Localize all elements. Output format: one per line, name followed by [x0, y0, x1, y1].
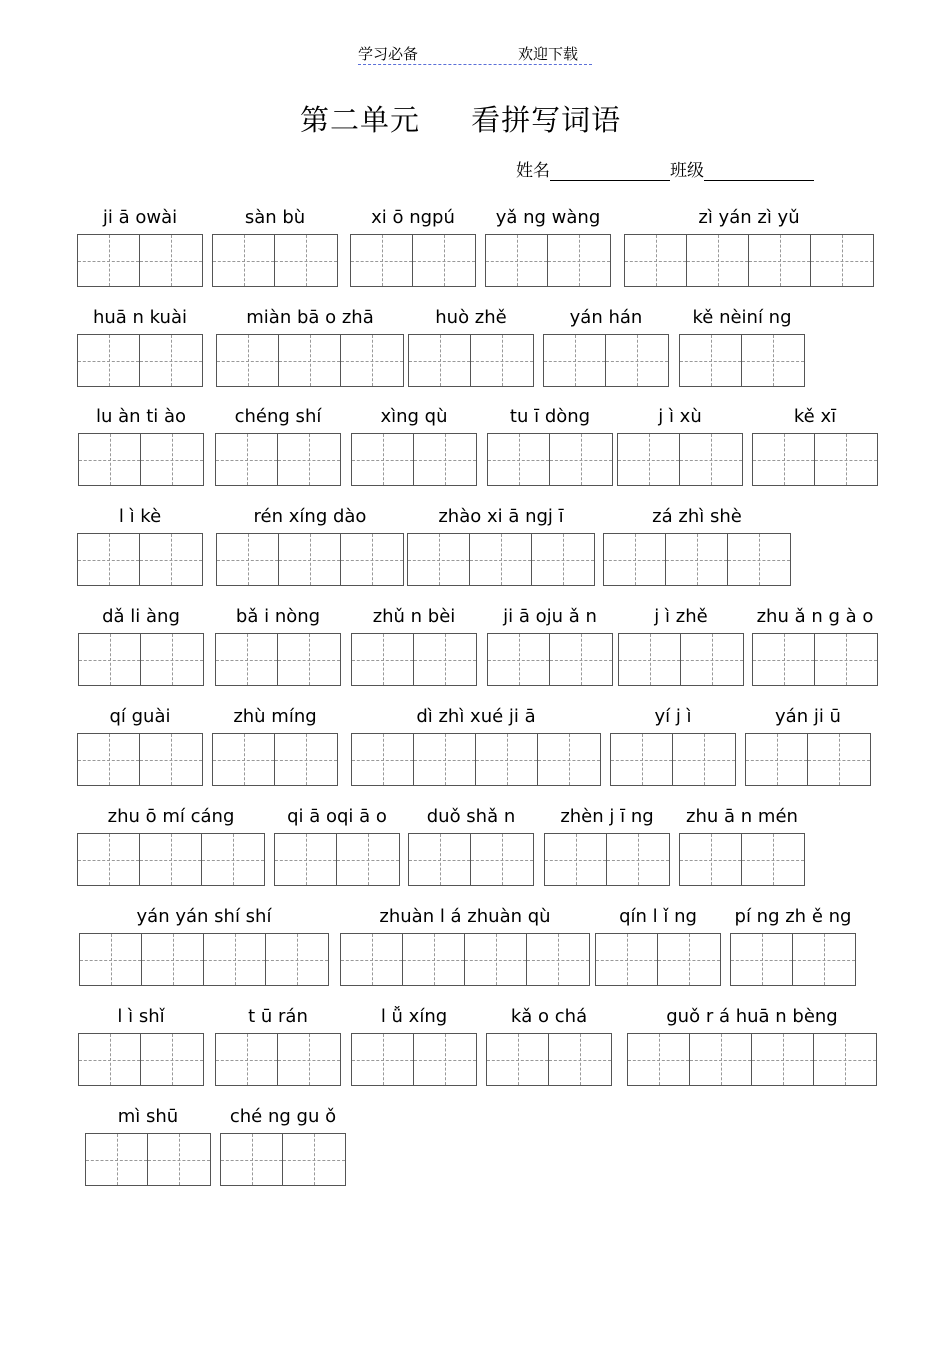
writing-cell[interactable] — [606, 335, 668, 386]
pinyin-label: qín l ǐ ng — [619, 906, 697, 927]
name-blank[interactable] — [550, 162, 670, 181]
writing-cell[interactable] — [465, 934, 527, 985]
writing-cell[interactable] — [550, 434, 612, 485]
writing-cell[interactable] — [611, 734, 673, 785]
writing-cell[interactable] — [742, 834, 804, 885]
writing-cell[interactable] — [414, 1034, 476, 1085]
writing-cell[interactable] — [204, 934, 266, 985]
writing-grid — [730, 933, 856, 986]
writing-cell[interactable] — [532, 534, 594, 585]
writing-cell[interactable] — [141, 1034, 203, 1085]
class-label: 班级 — [670, 161, 704, 181]
class-blank[interactable] — [704, 162, 814, 181]
pinyin-label: yǎ ng wàng — [495, 207, 601, 228]
pinyin-label: zhèn j ī ng — [560, 806, 654, 827]
writing-cell[interactable] — [140, 335, 202, 386]
pinyin-label: qí guài — [109, 706, 171, 727]
writing-cell[interactable] — [414, 434, 476, 485]
writing-cell[interactable] — [604, 534, 666, 585]
writing-cell[interactable] — [78, 534, 140, 585]
writing-cell[interactable] — [814, 1034, 876, 1085]
writing-grid — [79, 933, 329, 986]
writing-cell[interactable] — [140, 534, 202, 585]
pinyin-label: t ū rán — [248, 1006, 308, 1027]
writing-grid — [485, 234, 611, 287]
writing-cell[interactable] — [217, 534, 279, 585]
pinyin-label: huā n kuài — [92, 307, 187, 328]
pinyin-label: zhu ǎ n g à o — [756, 606, 874, 627]
writing-grid — [486, 1033, 612, 1086]
writing-grid — [603, 533, 791, 586]
pinyin-label: mì shū — [117, 1106, 179, 1127]
writing-grid — [610, 733, 736, 786]
writing-cell[interactable] — [742, 335, 804, 386]
writing-cell[interactable] — [471, 335, 533, 386]
writing-cell[interactable] — [681, 634, 743, 685]
pinyin-label: zhào xi ā ngj ī — [438, 506, 564, 527]
pinyin-label: j ì zhě — [654, 606, 708, 627]
writing-cell[interactable] — [141, 634, 203, 685]
writing-cell[interactable] — [550, 634, 612, 685]
writing-grid — [85, 1133, 211, 1186]
pinyin-label: j ì xù — [658, 406, 702, 427]
pinyin-label: kě nèiní ng — [692, 307, 792, 328]
pinyin-label: yán yán shí shí — [136, 906, 272, 927]
pinyin-label: dì zhì xué ji ā — [416, 706, 536, 727]
writing-cell[interactable] — [278, 634, 340, 685]
writing-cell[interactable] — [352, 434, 414, 485]
writing-cell[interactable] — [409, 335, 471, 386]
writing-cell[interactable] — [403, 934, 465, 985]
writing-grid — [77, 733, 203, 786]
writing-cell[interactable] — [414, 634, 476, 685]
pinyin-label: miàn bā o zhā — [246, 307, 374, 328]
writing-cell[interactable] — [619, 634, 681, 685]
writing-cell[interactable] — [808, 734, 870, 785]
pinyin-label: xi ō ngpú — [371, 207, 455, 228]
writing-cell[interactable] — [275, 834, 337, 885]
writing-cell[interactable] — [78, 235, 140, 286]
writing-cell[interactable] — [470, 534, 532, 585]
pinyin-label: ché ng gu ǒ — [229, 1106, 337, 1127]
writing-cell[interactable] — [538, 734, 600, 785]
writing-grid — [752, 433, 878, 486]
pinyin-label: zá zhì shè — [652, 506, 742, 527]
writing-cell[interactable] — [728, 534, 790, 585]
pinyin-label: ji ā owài — [102, 207, 178, 228]
pinyin-label: ji ā oju ǎ n — [503, 606, 597, 627]
writing-cell[interactable] — [628, 1034, 690, 1085]
writing-grid — [487, 433, 613, 486]
writing-grid — [544, 833, 670, 886]
writing-cell[interactable] — [680, 834, 742, 885]
pinyin-label: l ì shǐ — [117, 1006, 165, 1027]
writing-cell[interactable] — [471, 834, 533, 885]
writing-cell[interactable] — [811, 235, 873, 286]
pinyin-label: tu ī dòng — [509, 406, 591, 427]
writing-grid — [215, 433, 341, 486]
writing-cell[interactable] — [216, 434, 278, 485]
writing-cell[interactable] — [488, 634, 550, 685]
writing-grid — [679, 833, 805, 886]
writing-grid — [407, 533, 595, 586]
writing-grid — [351, 733, 601, 786]
writing-cell[interactable] — [80, 934, 142, 985]
writing-cell[interactable] — [753, 434, 815, 485]
writing-grid — [77, 833, 265, 886]
pinyin-label: rén xíng dào — [253, 506, 367, 527]
writing-grid — [624, 234, 874, 287]
writing-grid — [350, 234, 476, 287]
pinyin-label: zhu ō mí cáng — [107, 806, 235, 827]
writing-cell[interactable] — [487, 1034, 549, 1085]
writing-cell[interactable] — [680, 434, 742, 485]
writing-cell[interactable] — [79, 1034, 141, 1085]
page-header — [358, 42, 592, 65]
writing-grid — [595, 933, 721, 986]
writing-grid — [408, 334, 534, 387]
pinyin-label: qi ā oqi ā o — [287, 806, 387, 827]
pinyin-label: duǒ shǎ n — [426, 806, 516, 827]
writing-cell[interactable] — [283, 1134, 345, 1185]
writing-cell[interactable] — [266, 934, 328, 985]
writing-cell[interactable] — [409, 834, 471, 885]
writing-cell[interactable] — [279, 534, 341, 585]
writing-grid — [487, 633, 613, 686]
writing-grid — [618, 633, 744, 686]
writing-grid — [340, 933, 590, 986]
writing-cell[interactable] — [279, 335, 341, 386]
writing-cell[interactable] — [596, 934, 658, 985]
pinyin-label: kǎ o chá — [510, 1006, 588, 1027]
writing-cell[interactable] — [78, 335, 140, 386]
writing-cell[interactable] — [352, 1034, 414, 1085]
writing-grid — [77, 234, 203, 287]
writing-cell[interactable] — [221, 1134, 283, 1185]
writing-grid — [679, 334, 805, 387]
writing-cell[interactable] — [140, 235, 202, 286]
writing-cell[interactable] — [607, 834, 669, 885]
writing-cell[interactable] — [142, 934, 204, 985]
writing-grid — [408, 833, 534, 886]
pinyin-label: kě xī — [793, 406, 837, 427]
writing-grid — [212, 234, 338, 287]
writing-cell[interactable] — [413, 235, 475, 286]
writing-grid — [215, 633, 341, 686]
writing-grid — [78, 633, 204, 686]
writing-cell[interactable] — [687, 235, 749, 286]
pinyin-label: yán ji ū — [775, 706, 841, 727]
writing-cell[interactable] — [86, 1134, 148, 1185]
pinyin-label: zì yán zì yǔ — [698, 207, 800, 228]
pinyin-label: guǒ r á huā n bèng — [666, 1006, 838, 1027]
pinyin-label: zhuàn l á zhuàn qù — [379, 906, 551, 927]
writing-cell[interactable] — [337, 834, 399, 885]
pinyin-label: lu àn ti ào — [95, 406, 187, 427]
header-right-text: 欢迎下载 — [518, 45, 579, 63]
writing-cell[interactable] — [793, 934, 855, 985]
pinyin-label: zhu ā n mén — [686, 806, 798, 827]
pinyin-label: dǎ li àng — [102, 606, 180, 627]
writing-grid — [351, 633, 477, 686]
writing-cell[interactable] — [352, 734, 414, 785]
writing-cell[interactable] — [216, 1034, 278, 1085]
writing-grid — [351, 1033, 477, 1086]
writing-cell[interactable] — [680, 335, 742, 386]
writing-cell[interactable] — [351, 235, 413, 286]
writing-grid — [212, 733, 338, 786]
writing-cell[interactable] — [618, 434, 680, 485]
pinyin-label: zhǔ n bèi — [372, 606, 456, 627]
pinyin-label: huò zhě — [435, 307, 507, 328]
writing-cell[interactable] — [140, 734, 202, 785]
writing-grid — [274, 833, 400, 886]
writing-cell[interactable] — [815, 634, 877, 685]
writing-cell[interactable] — [216, 634, 278, 685]
writing-grid — [627, 1033, 877, 1086]
pinyin-label: chéng shí — [234, 406, 322, 427]
writing-cell[interactable] — [78, 834, 140, 885]
pinyin-label: yán hán — [569, 307, 643, 328]
writing-cell[interactable] — [275, 235, 337, 286]
writing-cell[interactable] — [548, 235, 610, 286]
writing-grid — [220, 1133, 346, 1186]
writing-cell[interactable] — [749, 235, 811, 286]
writing-cell[interactable] — [658, 934, 720, 985]
writing-cell[interactable] — [815, 434, 877, 485]
writing-grid — [745, 733, 871, 786]
writing-cell[interactable] — [690, 1034, 752, 1085]
writing-cell[interactable] — [278, 1034, 340, 1085]
pinyin-label: yí j ì — [654, 706, 692, 727]
writing-grid — [78, 433, 204, 486]
writing-cell[interactable] — [278, 434, 340, 485]
writing-cell[interactable] — [141, 434, 203, 485]
writing-cell[interactable] — [78, 734, 140, 785]
pinyin-label: zhù míng — [233, 706, 317, 727]
writing-grid — [543, 334, 669, 387]
writing-cell[interactable] — [625, 235, 687, 286]
writing-cell[interactable] — [527, 934, 589, 985]
name-label: 姓名 — [516, 161, 550, 181]
writing-cell[interactable] — [140, 834, 202, 885]
writing-cell[interactable] — [213, 734, 275, 785]
writing-cell[interactable] — [148, 1134, 210, 1185]
writing-cell[interactable] — [544, 335, 606, 386]
pinyin-label: pí ng zh ě ng — [734, 906, 852, 927]
writing-cell[interactable] — [414, 734, 476, 785]
writing-cell[interactable] — [488, 434, 550, 485]
writing-grid — [752, 633, 878, 686]
writing-cell[interactable] — [79, 634, 141, 685]
writing-cell[interactable] — [545, 834, 607, 885]
writing-cell[interactable] — [217, 335, 279, 386]
writing-grid — [617, 433, 743, 486]
pinyin-label: l ì kè — [118, 506, 162, 527]
name-class-line — [516, 156, 814, 181]
writing-cell[interactable] — [202, 834, 264, 885]
writing-cell[interactable] — [549, 1034, 611, 1085]
writing-grid — [215, 1033, 341, 1086]
writing-cell[interactable] — [408, 534, 470, 585]
writing-cell[interactable] — [746, 734, 808, 785]
writing-cell[interactable] — [275, 734, 337, 785]
writing-cell[interactable] — [753, 634, 815, 685]
writing-cell[interactable] — [341, 335, 403, 386]
writing-grid — [78, 1033, 204, 1086]
writing-cell[interactable] — [752, 1034, 814, 1085]
writing-cell[interactable] — [486, 235, 548, 286]
writing-grid — [77, 533, 203, 586]
pinyin-label: sàn bù — [244, 207, 306, 228]
writing-grid — [351, 433, 477, 486]
writing-grid — [77, 334, 203, 387]
writing-cell[interactable] — [79, 434, 141, 485]
writing-cell[interactable] — [341, 934, 403, 985]
writing-cell[interactable] — [476, 734, 538, 785]
writing-cell[interactable] — [341, 534, 403, 585]
pinyin-label: xìng qù — [380, 406, 448, 427]
writing-grid — [216, 533, 404, 586]
writing-cell[interactable] — [666, 534, 728, 585]
writing-cell[interactable] — [673, 734, 735, 785]
header-left-text: 学习必备 — [358, 45, 419, 63]
pinyin-label: bǎ i nòng — [235, 606, 321, 627]
pinyin-label: l ǚ xíng — [380, 1006, 448, 1027]
writing-cell[interactable] — [213, 235, 275, 286]
page-title: 第二单元 看拼写词语 — [300, 103, 622, 137]
writing-cell[interactable] — [352, 634, 414, 685]
writing-cell[interactable] — [731, 934, 793, 985]
writing-grid — [216, 334, 404, 387]
